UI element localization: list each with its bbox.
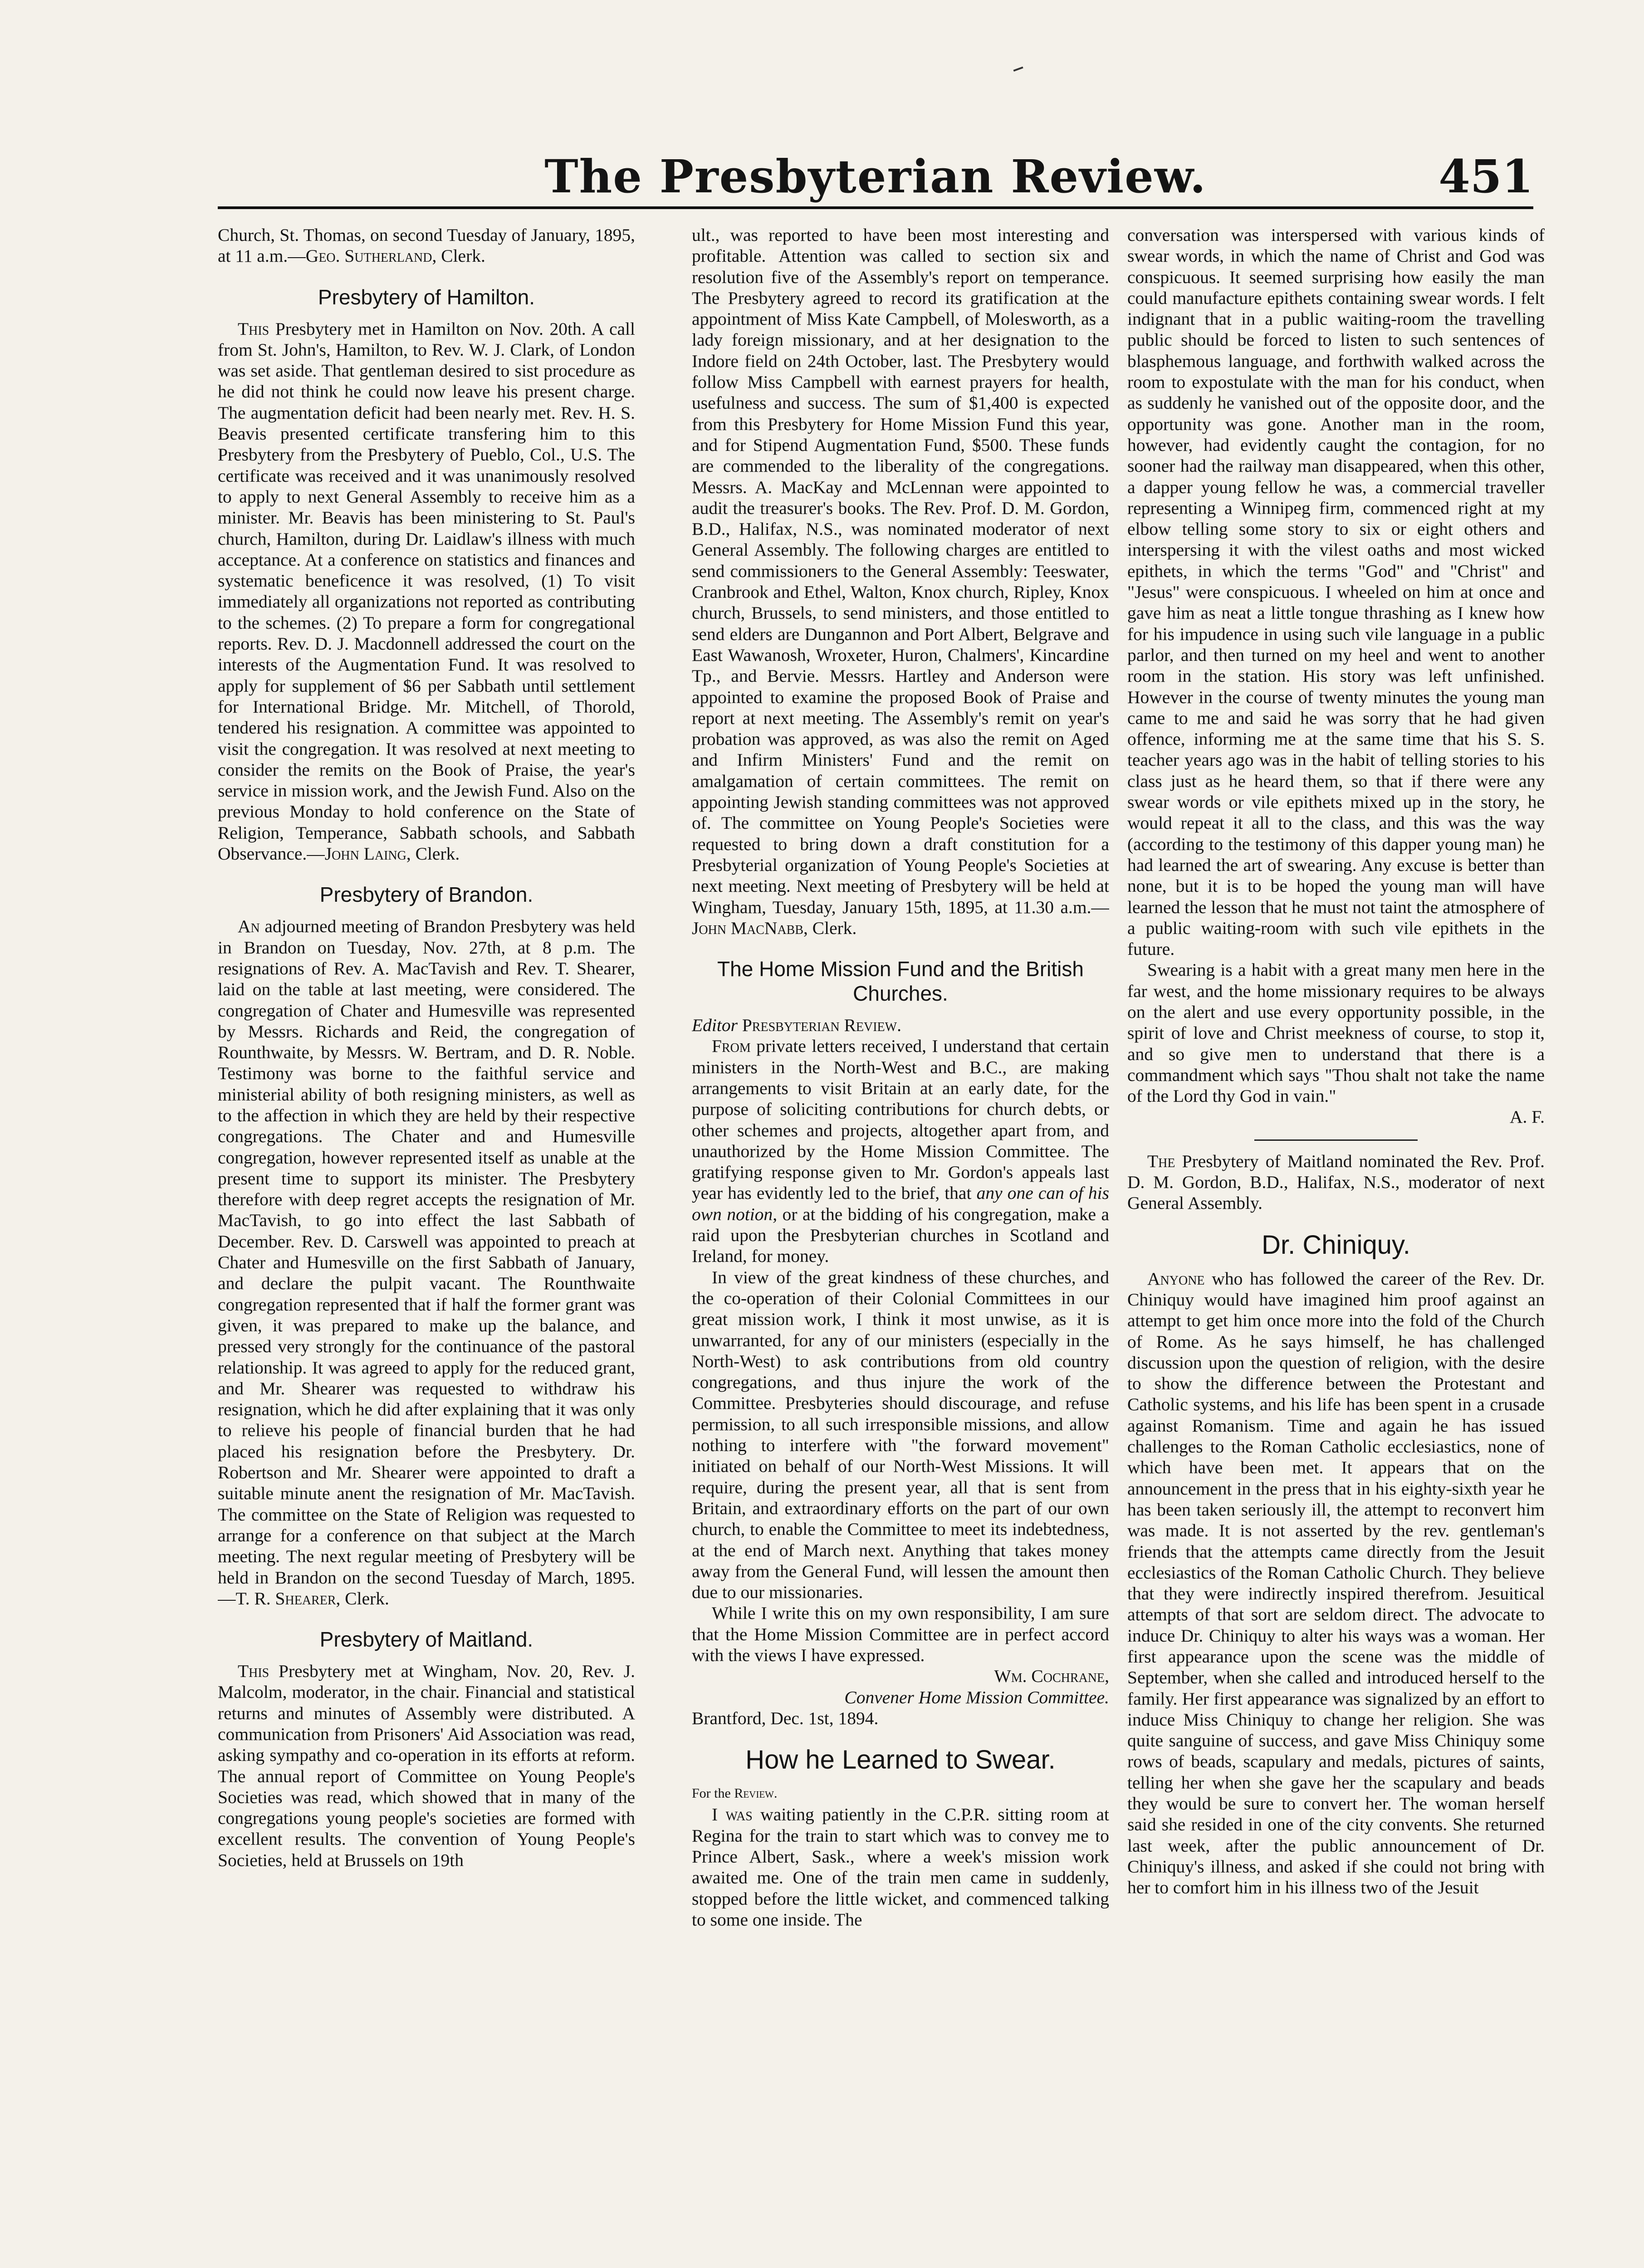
- article-heading-maitland: Presbytery of Maitland.: [319, 1628, 533, 1652]
- article-body-swear: Swearing is a habit with a great many men here in the far west, and the home missionary requires to be always on the alert and use every opportunity possible, in the spirit of love and Christ meekness of course, to stop it, and so give men to understand that there is a commandment which says "Thou shalt not take the name of the Lord thy God in vain.": [1127, 960, 1545, 1106]
- author-signature: Wm. Cochrane,: [994, 1666, 1109, 1686]
- page-header: [218, 150, 1533, 218]
- article-body-brandon: An adjourned meeting of Brandon Presbytery was held in Brandon on Tuesday, Nov. 27th, at 8 p.m. The resignations of Rev. A. MacTavish and Rev. T. Shearer, laid on the table at last meeting, were considered. The congregation of Chater and Humesville was represented by Messrs. Richards and Reid, the congregation of Rounthwaite, by Messrs. W. Bertram, and D. R. Noble. Testimony was borne to the faithful service and ministerial ability of both resigning ministers, as well as to the affection in which they are held by their respective congregations. The Chater and and Humesville congregation, however represented itself as unable at the present time to support its minister. The Presbytery therefore with deep regret accepts the resignation of Mr. MacTavish, to go into effect the last Sabbath of December. Rev. D. Carswell was appointed to preach at Chater and Humesville on the first Sabbath of January, and declare the pulpit vacant. The Rounthwaite congregation represented that if half the former grant was given, it was prepared to make up the balance, and pressed very strongly for the continuance of the pastoral relationship. It was agreed to apply for the reduced grant, and Mr. Shearer was requested to withdraw his resignation, which he did after explaining that it was only to relieve his people of financial burden that he had placed his resignation before the Presbytery. Dr. Robertson and Mr. Shearer were appointed to draft a suitable minute anent the resignation of Mr. MacTavish. The committee on the State of Religion was requested to arrange for a conference on that subject at the March meeting. The next regular meeting of Presbytery will be held in Brandon on the second Tuesday of March, 1895.—T. R. Shearer, Clerk.: [218, 916, 635, 1608]
- article-body-home-mission: In view of the great kindness of these churches, and the co-operation of their Colonial Committees in our great mission work, I think it most unwise, as it is unwarranted, for any of our ministers (especially in the North-West) to ask contributions from old country congregations, and thus injure the work of the Committee. Presbyteries should discourage, and refuse permission, to all such irresponsible missions, and allow nothing to interfere with "the forward movement" initiated on behalf of our North-West Missions. It will require, during the present year, all that is sent from Britain, and extraordinary efforts on the part of our own church, to enable the Committee to meet its indebtedness, at the end of March next. Anything that takes money away from the General Fund, will lessen the amount then due to our missionaries.: [692, 1267, 1109, 1603]
- section-divider: [1254, 1139, 1418, 1141]
- masthead-title: The Presbyterian Review.: [544, 150, 1207, 203]
- article-body-maitland: This Presbytery met at Wingham, Nov. 20, Rev. J. Malcolm, moderator, in the chair. Financial and statistical returns and minutes of Assembly were distributed. A communication from Prisoners' Aid Association was read, asking sympathy and co-operation in its efforts at reform. The annual report of Committee on Young People's Societies was read, which showed that in many of the congregations young people's societies are formed with excellent results. The convention of Young People's Societies, held at Brussels on 19th: [218, 1661, 635, 1870]
- continued-paragraph: ult., was reported to have been most interesting and profitable. Attention was called to section six and resolution five of the Assembly's report on temperance. The Presbytery agreed to record its gratification at the appointment of Miss Kate Campbell, of Molesworth, as a lady foreign missionary, and at her designation to the Indore field on 24th October, last. The Presbytery would follow Miss Campbell with earnest prayers for health, usefulness and success. The sum of $1,400 is expected from this Presbytery for Home Mission Fund this year, and for Stipend Augmentation Fund, $500. These funds are commended to the liberality of the congregations. Messrs. A. MacKay and McLennan were appointed to audit the treasurer's books. The Rev. Prof. D. M. Gordon, B.D., Halifax, N.S., was nominated moderator of next General Assembly. The following charges are entitled to send commissioners to the General Assembly: Teeswater, Cranbrook and Ethel, Walton, Knox church, Ripley, Knox church, Brussels, to send ministers, and those entitled to send elders are Dungannon and Port Albert, Belgrave and East Wawanosh, Wroxeter, Huron, Chalmers', Kincardine Tp., and Bervie. Messrs. Hartley and Anderson were appointed to examine the proposed Book of Praise and report at next meeting. The Assembly's remit on year's probation was approved, as was also the remit on Aged and Infirm Ministers' Fund and the remit on amalgamation of certain committees. The remit on appointing Jewish standing committees was not approved of. The committee on Young People's Societies were requested to bring down a draft constitution for a Presbyterial organization of Young People's Societies at next meeting. Next meeting of Presbytery will be held at Wingham, Tuesday, January 15th, 1895, at 11.30 a.m.—John MacNabb, Clerk.: [692, 225, 1109, 938]
- article-body-home-mission: While I write this on my own responsibility, I am sure that the Home Mission Committee are in perfect accord with the views I have expressed.: [692, 1603, 1109, 1665]
- editor-line: Editor Presbyterian Review.: [692, 1015, 901, 1036]
- article-heading-brandon: Presbytery of Brandon.: [319, 883, 533, 907]
- header-rule: [218, 206, 1533, 209]
- clerk-signature: T. R. Shearer,: [235, 1588, 341, 1608]
- article-body-swear: I was waiting patiently in the C.P.R. sitting room at Regina for the train to start which was to convey me to Prince Albert, Sask., where a week's mission work awaited me. One of the train men came in suddenly, stopped before the little wicket, and commenced talking to some one inside. The: [692, 1804, 1109, 1930]
- article-body-swear: conversation was interspersed with various kinds of swear words, in which the name of Christ and God was conspicuous. It seemed surprising how easily the man could manufacture epithets containing swear words. I felt indignant that in a public waiting-room the travelling public should be forced to listen to such sentences of blasphemous language, and forthwith walked across the room to expostulate with the man for his conduct, when as suddenly he vanished out of the opposite door, and the opportunity was gone. Another man in the room, however, had evidently caught the contagion, for no sooner had the railway man disappeared, when this other, a dapper young fellow he was, a commercial traveller representing a Winnipeg firm, commenced right at my elbow telling some story to six or eight others and interspersing it with the vilest oaths and most wicked epithets, in which the terms "God" and "Christ" and "Jesus" were conspicuous. I wheeled on him at once and gave him as neat a little tongue thrashing as I knew how for his impudence in using such vile language in a public parlor, and then turned on my heel and went to another room in the station. His story was left unfinished. However in the course of twenty minutes the young man came to me and said he was sorry that he had given offence, informing me at the same time that his S. S. teacher years ago was in the habit of telling stories to his class just as he heard them, so that if there were any swear words or vile epithets mixed up in the story, he would repeat it all to the class, and this was the way (according to the testimony of this dapper young man) he had learned the art of swearing. Any excuse is better than none, but it is to be hoped the young man will have learned the lesson that he must not taint the atmosphere of a public waiting-room with such vile epithets in the future.: [1127, 225, 1545, 959]
- dateline: Brantford, Dec. 1st, 1894.: [692, 1708, 879, 1728]
- clerk-signature: John MacNabb,: [692, 918, 808, 938]
- page-number: 451: [1438, 150, 1533, 203]
- ink-mark: [1013, 67, 1025, 75]
- column-3: [1127, 225, 1545, 2268]
- clerk-signature: Geo. Sutherland,: [305, 246, 437, 266]
- column-2: [692, 225, 1109, 2268]
- for-review-line: For the Review.: [692, 1786, 778, 1801]
- article-body-home-mission: From private letters received, I understand that certain ministers in the North-West and B.C., are making arrangements to visit Britain at an early date, for the purpose of soliciting contributions for church debts, or other schemes and projects, altogether apart from, and unauthorized by the Home Mission Committee. The gratifying response given to Mr. Gordon's appeals last year has evidently led to the brief, that any one can of his own notion, or at the bidding of his congregation, make a raid upon the Presbyterian churches in Scotland and Ireland, for money.: [692, 1036, 1109, 1266]
- article-heading-swear: How he Learned to Swear.: [745, 1745, 1056, 1775]
- clerk-signature: John Laing,: [324, 844, 411, 864]
- author-title: Convener Home Mission Committee.: [844, 1687, 1109, 1707]
- article-body-chiniquy: Anyone who has followed the career of the Rev. Dr. Chiniquy would have imagined him proof against an attempt to get him once more into the fold of the Church of Rome. As he says himself, he has challenged discussion upon the question of religion, with the desire to show the difference between the Protestant and Catholic systems, and his life has been spent in a crusade against Romanism. Time and again he has issued challenges to the Roman Catholic ecclesiastics, none of which have been met. It appears that on the announcement in the press that in his eighty-sixth year he has been taken seriously ill, the attempt to reconvert him was made. It is not asserted by the rev. gentleman's friends that the attempts came directly from the Jesuit ecclesiastics of the Roman Catholic Church. They believe that they were indirectly inspired therefrom. Jesuitical attempts of that sort are seldom direct. The advocate to induce Dr. Chiniquy to alter his ways was a woman. Her first appearance upon the scene was the middle of September, when she called and introduced herself to the family. Her first appearance was signalized by an effort to induce Miss Chiniquy to change her religion. She was quite sanguine of success, and gave Miss Chiniquy some rows of beads, scapulary and medals, pictures of saints, telling her when she gave her the scapulary and beads they would be sure to convert her. The woman herself said she resided in one of the city convents. She returned last week, after the public announcement of Dr. Chiniquy's illness, and asked if she could not bring with her to comfort him in his illness two of the Jesuit: [1127, 1268, 1545, 1898]
- continued-paragraph: Church, St. Thomas, on second Tuesday of January, 1895, at 11 a.m.—Geo. Sutherland, Clerk.: [218, 225, 635, 266]
- article-body-hamilton: This Presbytery met in Hamilton on Nov. 20th. A call from St. John's, Hamilton, to Rev. W. J. Clark, of London was set aside. That gentleman desired to sist procedure as he did not think he could now leave his present charge. The augmentation deficit had been nearly met. Rev. H. S. Beavis presented certificate transfering him to this Presbytery from the Presbytery of Pueblo, Col., U.S. The certificate was received and it was unanimously resolved to apply to next General Assembly to receive him as a minister. Mr. Beavis has been ministering to St. Paul's church, Hamilton, during Dr. Laidlaw's illness with much acceptance. At a conference on statistics and finances and systematic beneficence it was resolved, (1) To visit immediately all organizations not reported as contributing to the schemes. (2) To prepare a form for congregational reports. Rev. D. J. Macdonnell addressed the court on the interests of the Augmentation Fund. It was resolved to apply for supplement of $6 per Sabbath until settlement for International Bridge. Mr. Mitchell, of Thorold, tendered his resignation. A committee was appointed to visit the congregation. It was resolved at next meeting to consider the remits on the Book of Praise, the year's service in mission work, and the Jewish Fund. Also on the previous Monday to hold conference on the State of Religion, Temperance, Sabbath schools, and Sabbath Observance.—John Laing, Clerk.: [218, 318, 635, 864]
- article-heading-hamilton: Presbytery of Hamilton.: [318, 285, 535, 309]
- author-signature: A. F.: [1510, 1107, 1545, 1127]
- column-1: [218, 225, 635, 2268]
- maitland-note: The Presbytery of Maitland nominated the Rev. Prof. D. M. Gordon, B.D., Halifax, N.S., moderator of next General Assembly.: [1127, 1151, 1545, 1213]
- article-heading-home-mission: The Home Mission Fund and the British Churches.: [717, 957, 1084, 1006]
- article-heading-chiniquy: Dr. Chiniquy.: [1262, 1230, 1410, 1260]
